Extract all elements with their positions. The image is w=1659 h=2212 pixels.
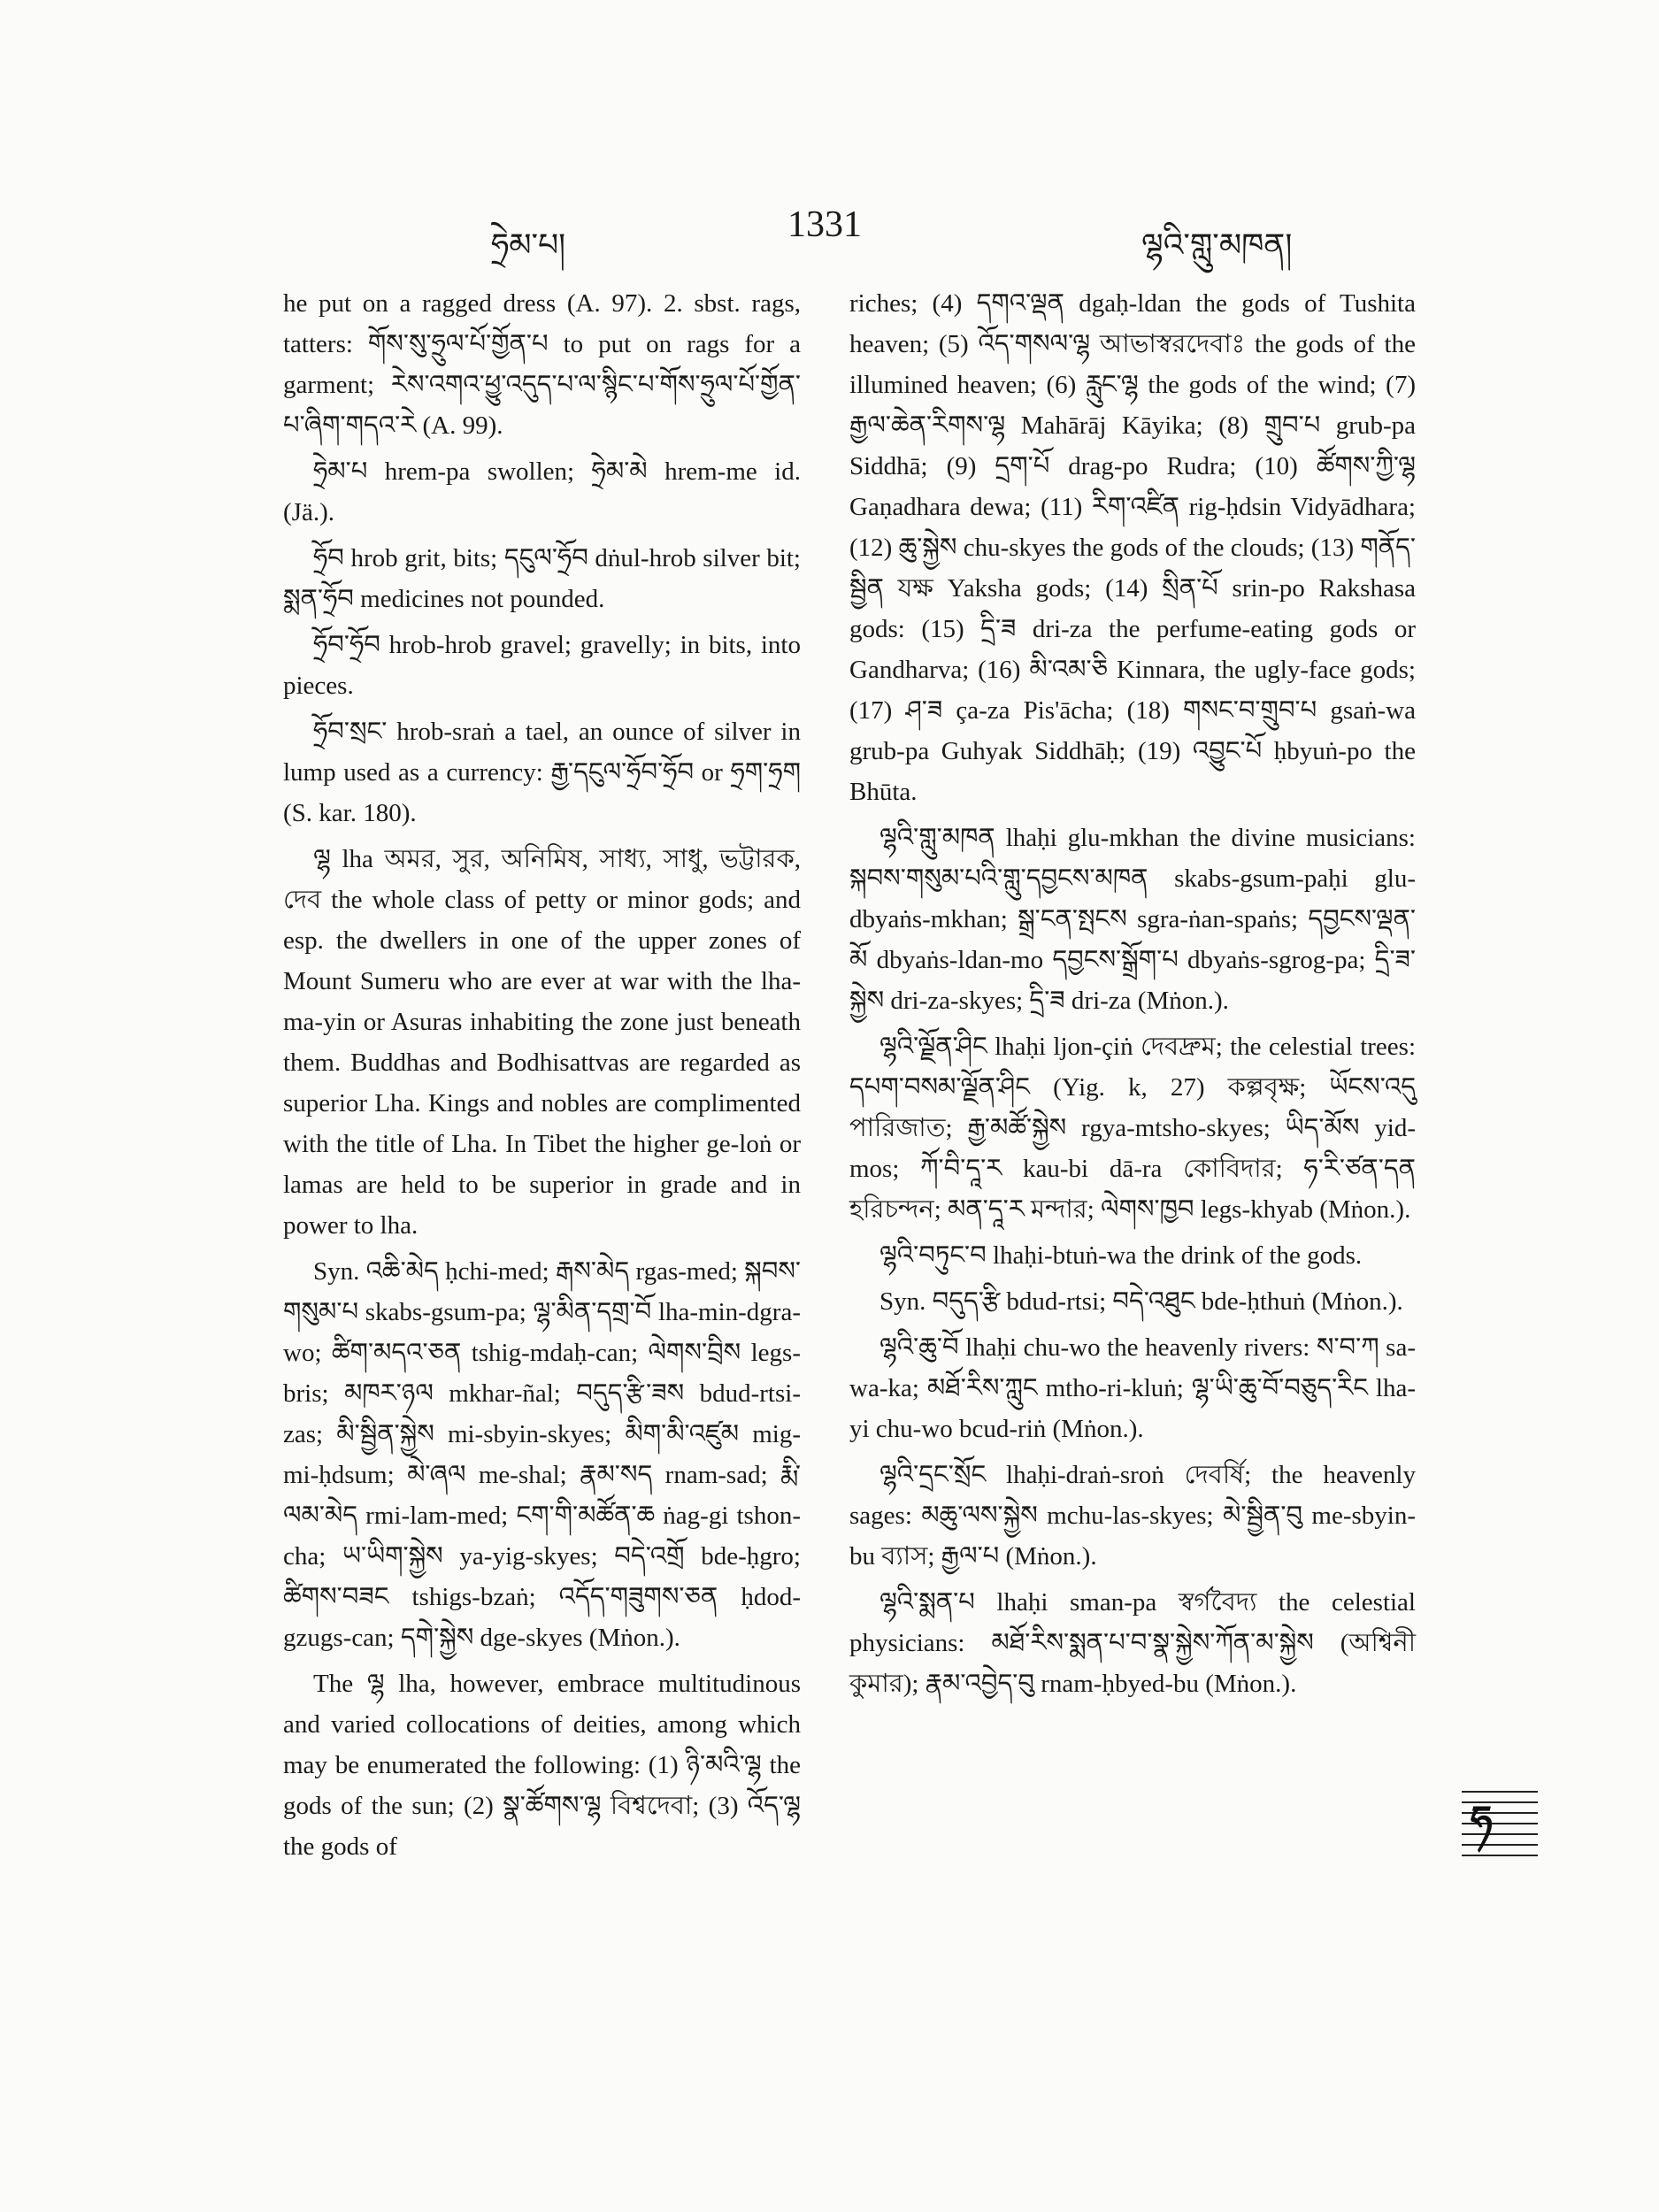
entry-lha: ལྷ lha অমর, সুর, অনিমিষ, সাধ্য, সাধু, ভট্টারক, দেব the whole class of petty or minor gods; and esp. the dwellers in one of the upper zones of Mount Sumeru who are ever at war with the lha-ma-yin or Asuras inhabiting the zone just beneath them. Buddhas and Bodhisattvas are regarded as superior Lha. Kings and nobles are complimented with the title of Lha. In Tibet the higher ge-loṅ or lamas are held to be superior in grade and in power to lha.: [283, 845, 801, 1240]
entry-lhahi-glu-mkhan: ལྷའི་གླུ་མཁན lhaḥi glu-mkhan the divine musicians: སྐབས་གསུམ་པའི་གླུ་དབྱངས་མཁན skabs-gsum-paḥi glu-dbyaṅs-mkhan; སྒྲ་ངན་སྤངས sgra-ṅan-spaṅs; དབྱངས་ལྡན་མོ dbyaṅs-ldan-mo དབྱངས་སྒྲོག་པ dbyaṅs-sgrog-pa; དྲི་ཟ་སྐྱེས dri-za-skyes; དྲི་ཟ dri-za (Mṅon.).: [849, 824, 1416, 1015]
entry-lha-synonyms: Syn. འཆི་མེད ḥchi-med; རྒས་མེད rgas-med; སྐབས་གསུམ་པ skabs-gsum-pa; ལྷ་མིན་དགྲ་བོ lha-min-dgra-wo; ཚིག་མདའ་ཅན tshig-mdaḥ-can; ལེགས་བྲིས legs-bris; མཁར་ཉལ mkhar-ñal; བདུད་རྩི་ཟས bdud-rtsi-zas; མི་སྦྱིན་སྐྱེས mi-sbyin-skyes; མིག་མི་འཛུམ mig-mi-ḥdsum; མེ་ཞལ me-shal; རྣམ་སད rnam-sad; རྨི་ལམ་མེད rmi-lam-med; ངག་གི་མཚོན་ཆ ṅag-gi tshon-cha; ཡ་ཡིག་སྐྱེས ya-yig-skyes; བདེ་འགྲོ bde-ḥgro; ཚིགས་བཟང tshigs-bzaṅ; འདོད་གཟུགས་ཅན ḥdod-gzugs-can; དགེ་སྐྱེས dge-skyes (Mṅon.).: [283, 1257, 801, 1652]
page-header: [0, 204, 1659, 264]
entry-lha-list-continued: riches; (4) དགའ་ལྡན dgaḥ-ldan the gods of Tushita heaven; (5) འོད་གསལ་ལྷ আভাস্বরদেবাঃ the gods of the illumined heaven; (6) རླུང་ལྷ the gods of the wind; (7) རྒྱལ་ཆེན་རིགས་ལྷ Mahārāj Kāyika; (8) གྲུབ་པ grub-pa Siddhā; (9) དྲག་པོ drag-po Rudra; (10) ཚོགས་ཀྱི་ལྷ Gaṇadhara dewa; (11) རིག་འཛིན rig-ḥdsin Vidyādhara; (12) ཆུ་སྐྱེས chu-skyes the gods of the clouds; (13) གནོད་སྦྱིན যক্ষ Yaksha gods; (14) སྲིན་པོ srin-po Rakshasa gods: (15) དྲི་ཟ dri-za the perfume-eating gods or Gandharva; (16) མི་འམ་ཅི Kinnara, the ugly-face gods; (17) ཤ་ཟ ça-za Pis'ācha; (18) གསང་བ་གྲུབ་པ gsaṅ-wa grub-pa Guhyak Siddhāḥ; (19) འབྱུང་པོ ḥbyuṅ-po the Bhūta.: [849, 289, 1416, 806]
entry-hrob-hrob: ཧྲོབ་ཧྲོབ hrob-hrob gravel; gravelly; in bits, into pieces.: [283, 631, 801, 700]
left-column: [283, 283, 801, 1872]
page-number: 1331: [787, 204, 862, 245]
thumb-index-glyph: ཧ: [1471, 1798, 1493, 1843]
entry-lhahi-chu-wo: ལྷའི་ཆུ་བོ lhaḥi chu-wo the heavenly rivers: ས་བ་ཀ sa-wa-ka; མཐོ་རིས་ཀླུང mtho-ri-kluṅ; ལྷ་ཡི་ཆུ་བོ་བཅུད་རིང lha-yi chu-wo bcud-riṅ (Mṅon.).: [849, 1333, 1416, 1443]
entry-btun-wa-synonyms: Syn. བདུད་རྩི bdud-rtsi; བདེ་འཐུང bde-ḥthuṅ (Mṅon.).: [879, 1287, 1403, 1316]
running-head-left: ཧྲེམ་པ།: [491, 227, 566, 264]
entry-continuation: he put on a ragged dress (A. 97). 2. sbst. rags, tatters: གོས་སུ་ཧྲུལ་པོ་གྱོན་པ to put on rags for a garment; རེས་འགའ་ཕྱུ་འདུད་པ་ལ་སྙིང་པ་གོས་ཧྲུལ་པོ་གྱོན་པ་ཞིག་གདའ་རེ (A. 99).: [283, 289, 801, 440]
entry-lhahi-btun-wa: ལྷའི་བཏུང་བ lhaḥi-btuṅ-wa the drink of the gods.: [879, 1241, 1363, 1270]
thumb-index-tab: [1462, 1791, 1538, 1856]
entry-lha-list-start: The ལྷ lha, however, embrace multitudinous and varied collocations of deities, among which may be enumerated the following: (1) ཉི་མའི་ལྷ the gods of the sun; (2) སྣ་ཚོགས་ལྷ বিশ্বদেবা; (3) འོད་ལྷ the gods of: [283, 1670, 801, 1861]
entry-hrob: ཧྲོབ hrob grit, bits; དངུལ་ཧྲོབ dṅul-hrob silver bit; སྨན་ཧྲོབ medicines not pounded.: [283, 544, 801, 613]
entry-lhahi-dran-sron: ལྷའི་དྲང་སྲོང lhaḥi-draṅ-sroṅ দেবর্ষি; the heavenly sages: མཆུ་ལས་སྐྱེས mchu-las-skyes; མེ་སྦྱིན་བུ me-sbyin-bu ব্যাস; རྒྱལ་པ (Mṅon.).: [849, 1461, 1416, 1571]
entry-lhahi-sman-pa: ལྷའི་སྨན་པ lhaḥi sman-pa স্বর্গবৈদ্য the celestial physicians: མཐོ་རིས་སྨན་པ་བ་སྣ་སྐྱེས་ཀོན་མ་སྐྱེས (অশ্বিনী কুমার); རྣམ་འབྱེད་བུ rnam-ḥbyed-bu (Mṅon.).: [849, 1588, 1416, 1698]
running-head-right: ལྷའི་གླུ་མཁན།: [1141, 227, 1293, 264]
right-column: [849, 283, 1416, 1709]
entry-hrob-sran: ཧྲོབ་སྲང་ hrob-sraṅ a tael, an ounce of silver in lump used as a currency: རྒྱ་དངུལ་ཧྲོབ་ཧྲོབ or ཧྲག་ཧྲག (S. kar. 180).: [283, 718, 801, 827]
entry-hrem-pa: ཧྲེམ་པ hrem-pa swollen; ཧྲེམ་མེ hrem-me id. (Jä.).: [283, 457, 801, 526]
entry-lhahi-ljon-cin: ལྷའི་ལྗོན་ཤིང lhaḥi ljon-çiṅ দেবদ্রুম; the celestial trees: དཔག་བསམ་ལྗོན་ཤིང (Yig. k, 27) কল্পবৃক্ষ; ཡོངས་འདུ পারিজাত; རྒྱ་མཚོ་སྐྱེས rgya-mtsho-skyes; ཡིད་མོས yid-mos; ཀོ་བི་དཱ་ར kau-bi dā-ra কোবিদার; ཧ་རི་ཙན་དན হরিচন্দন; མན་དཱ་ར মন্দার; ལེགས་ཁྱབ legs-khyab (Mṅon.).: [849, 1033, 1416, 1224]
